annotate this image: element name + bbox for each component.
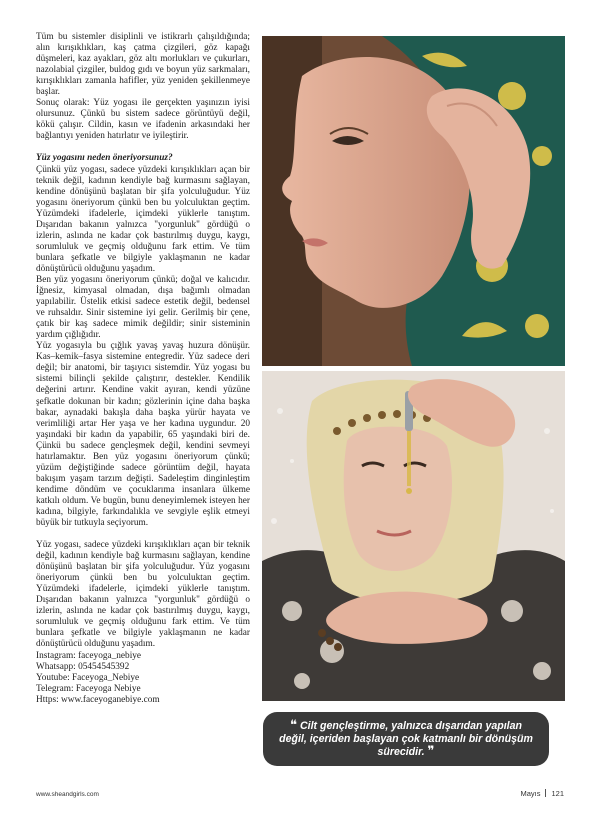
contact-instagram: Instagram: faceyoga_nebiye bbox=[36, 650, 142, 661]
pull-quote-text-block bbox=[277, 719, 535, 759]
contact-whatsapp: Whatsapp: 05454545392 bbox=[36, 661, 130, 672]
paragraph-conclusion: Sonuç olarak: Yüz yogası ile gerçekten yaşınızın iyisi olursunuz. Çünkü bu sistem sadece görüntüyü değil, kökü çalışır. Cildin, kasın ve ifadenin arkasındaki her bağlantıyı yeniden hatırlatır ve iyileştirir. bbox=[36, 98, 250, 142]
open-quote-icon: ❝ bbox=[290, 717, 298, 733]
article-text-column bbox=[36, 32, 250, 706]
paragraph-intro: Tüm bu sistemler disiplinli ve istikrarlı çalışıldığında; alın kırışıklıkları, kaş çatma çizgileri, göz kapağı düşmeleri, kaz ayakları, göz altı morlukları ve çukurları, nazolabial çizgiler, buldog gıdı ve boyun yüz sarkmaları, kırışıklıkları zamanla hafifler, yüz yeniden şekillenmeye başlar. bbox=[36, 32, 250, 98]
pull-quote bbox=[263, 712, 549, 766]
contact-info bbox=[36, 651, 250, 706]
photo-serum-dropper bbox=[262, 371, 565, 701]
paragraph-natural: Ben yüz yogasını öneriyorum çünkü; doğal ve kalıcıdır. İğnesiz, kimyasal olmadan, dışa bağımlı olmadan yapılabilir. Üstelik etkisi sadece estetik değil, bedensel ve ruhsaldır. Sinir sistemine iyi gelir. Gerilmiş bir çene, çatık bir kaş sadece mimik değildir; sinir sisteminin yardım çığlığıdır. bbox=[36, 274, 250, 341]
footer-month: Mayıs bbox=[520, 789, 541, 798]
paragraph-nervous-system: Yüz yogasıyla bu çığlık yavaş yavaş huzura dönüşür. Kas–kemik–fasya sistemine entegredir. Yüz sadece deri değil; bir anatomi, bir taşıyıcı sistemdir. Yüz yogası bu sistemi bilinçli şekilde çalıştırır, destekler. Kendilik değerini artırır. Kendine vakit ayıran, kendi yüzüne şefkatle dokunan bir kadın; gözlerinin içine daha başka bakar, aynadaki bakışla daha başka yürür hayata ve verimliliği artar Her yaşa ve her kadına uygundur. 20 yaşındaki bir kadın da yapabilir, 65 yaşındaki biri de. Çünkü bu sadece gençleşmek değil, kendini sevmeyi hatırlamaktır. Ben yüz yogasını öneriyorum çünkü; yüzüm değiştiğinde sadece görüntüm değil, hayata bakışım yaşam tarzım değişti. Sadeleştim dinginleştim kendime döndüm ve çocuklarıma insanlara ülkeme katkılı oldum. Ve bugün, bunu deneyimlemek isteyen her kadına, bilgiyle, farkındalıkla ve sevgiyle eşlik etmeyi büyük bir tutkuyla seçiyorum. bbox=[36, 341, 250, 529]
contact-website: Https: www.faceyoganebiye.com bbox=[36, 694, 160, 705]
footer-divider bbox=[545, 789, 546, 797]
contact-youtube: Youtube: Faceyoga_Nebiye bbox=[36, 672, 140, 683]
photo-face-massage-illustration bbox=[262, 36, 565, 366]
pull-quote-text: Cilt gençleştirme, yalnızca dışarıdan yapılan değil, içeriden başlayan çok katmanlı bir dönüşüm sürecidir. bbox=[279, 720, 533, 759]
photo-face-massage bbox=[262, 36, 565, 366]
footer-page-info bbox=[520, 789, 564, 798]
paragraph-why: Çünkü yüz yogası, sadece yüzdeki kırışıklıkları açan bir teknik değil, kadının kendiyle bağ kurmasını sağlayan, kendine dönüşünü başlatan bir şifa yolculuğudur. Yüz yogasını öneriyorum çünkü ben bu yolculuktan geçtim. Yüzümdeki ifadelerle, içimdeki yüklerle tanıştım. Dışarıdan bakanın yalnızca "yorgunluk" gördüğü o izlerin, aslında ne kadar çok bastırılmış duygu, kaygı, sorumluluk ve geçmiş olduğunu fark ettim. Ve tüm bunlara şefkatle ve bilgiyle yaklaşmanın ne kadar dönüştürücü olduğunu yaşadım. bbox=[36, 164, 250, 274]
close-quote-icon: ❞ bbox=[427, 743, 435, 759]
photo-serum-dropper-illustration bbox=[262, 371, 565, 701]
section-subheading: Yüz yogasını neden öneriyorsunuz? bbox=[36, 153, 173, 164]
contact-telegram: Telegram: Faceyoga Nebiye bbox=[36, 683, 141, 694]
footer-website: www.sheandgirls.com bbox=[36, 791, 99, 798]
paragraph-summary: Yüz yogası, sadece yüzdeki kırışıklıkları açan bir teknik değil, kadının kendiyle bağ kurmasını sağlayan, kendine dönüşünü başlatan bir şifa yolculuğudur. Yüz yogasını öneriyorum çünkü ben bu yolculuktan geçtim. Yüzümdeki ifadelerle, içimdeki yüklerle tanıştım. Dışarıdan bakanın yalnızca "yorgunluk" gördüğü o izlerin, aslında ne kadar çok bastırılmış duygu, kaygı, sorumluluk ve geçmiş olduğunu fark ettim. Ve tüm bunlara şefkatle ve bilgiyle yaklaşmanın ne kadar dönüştürücü olduğunu yaşadım. bbox=[36, 540, 250, 650]
footer-page-number: 121 bbox=[551, 789, 564, 798]
